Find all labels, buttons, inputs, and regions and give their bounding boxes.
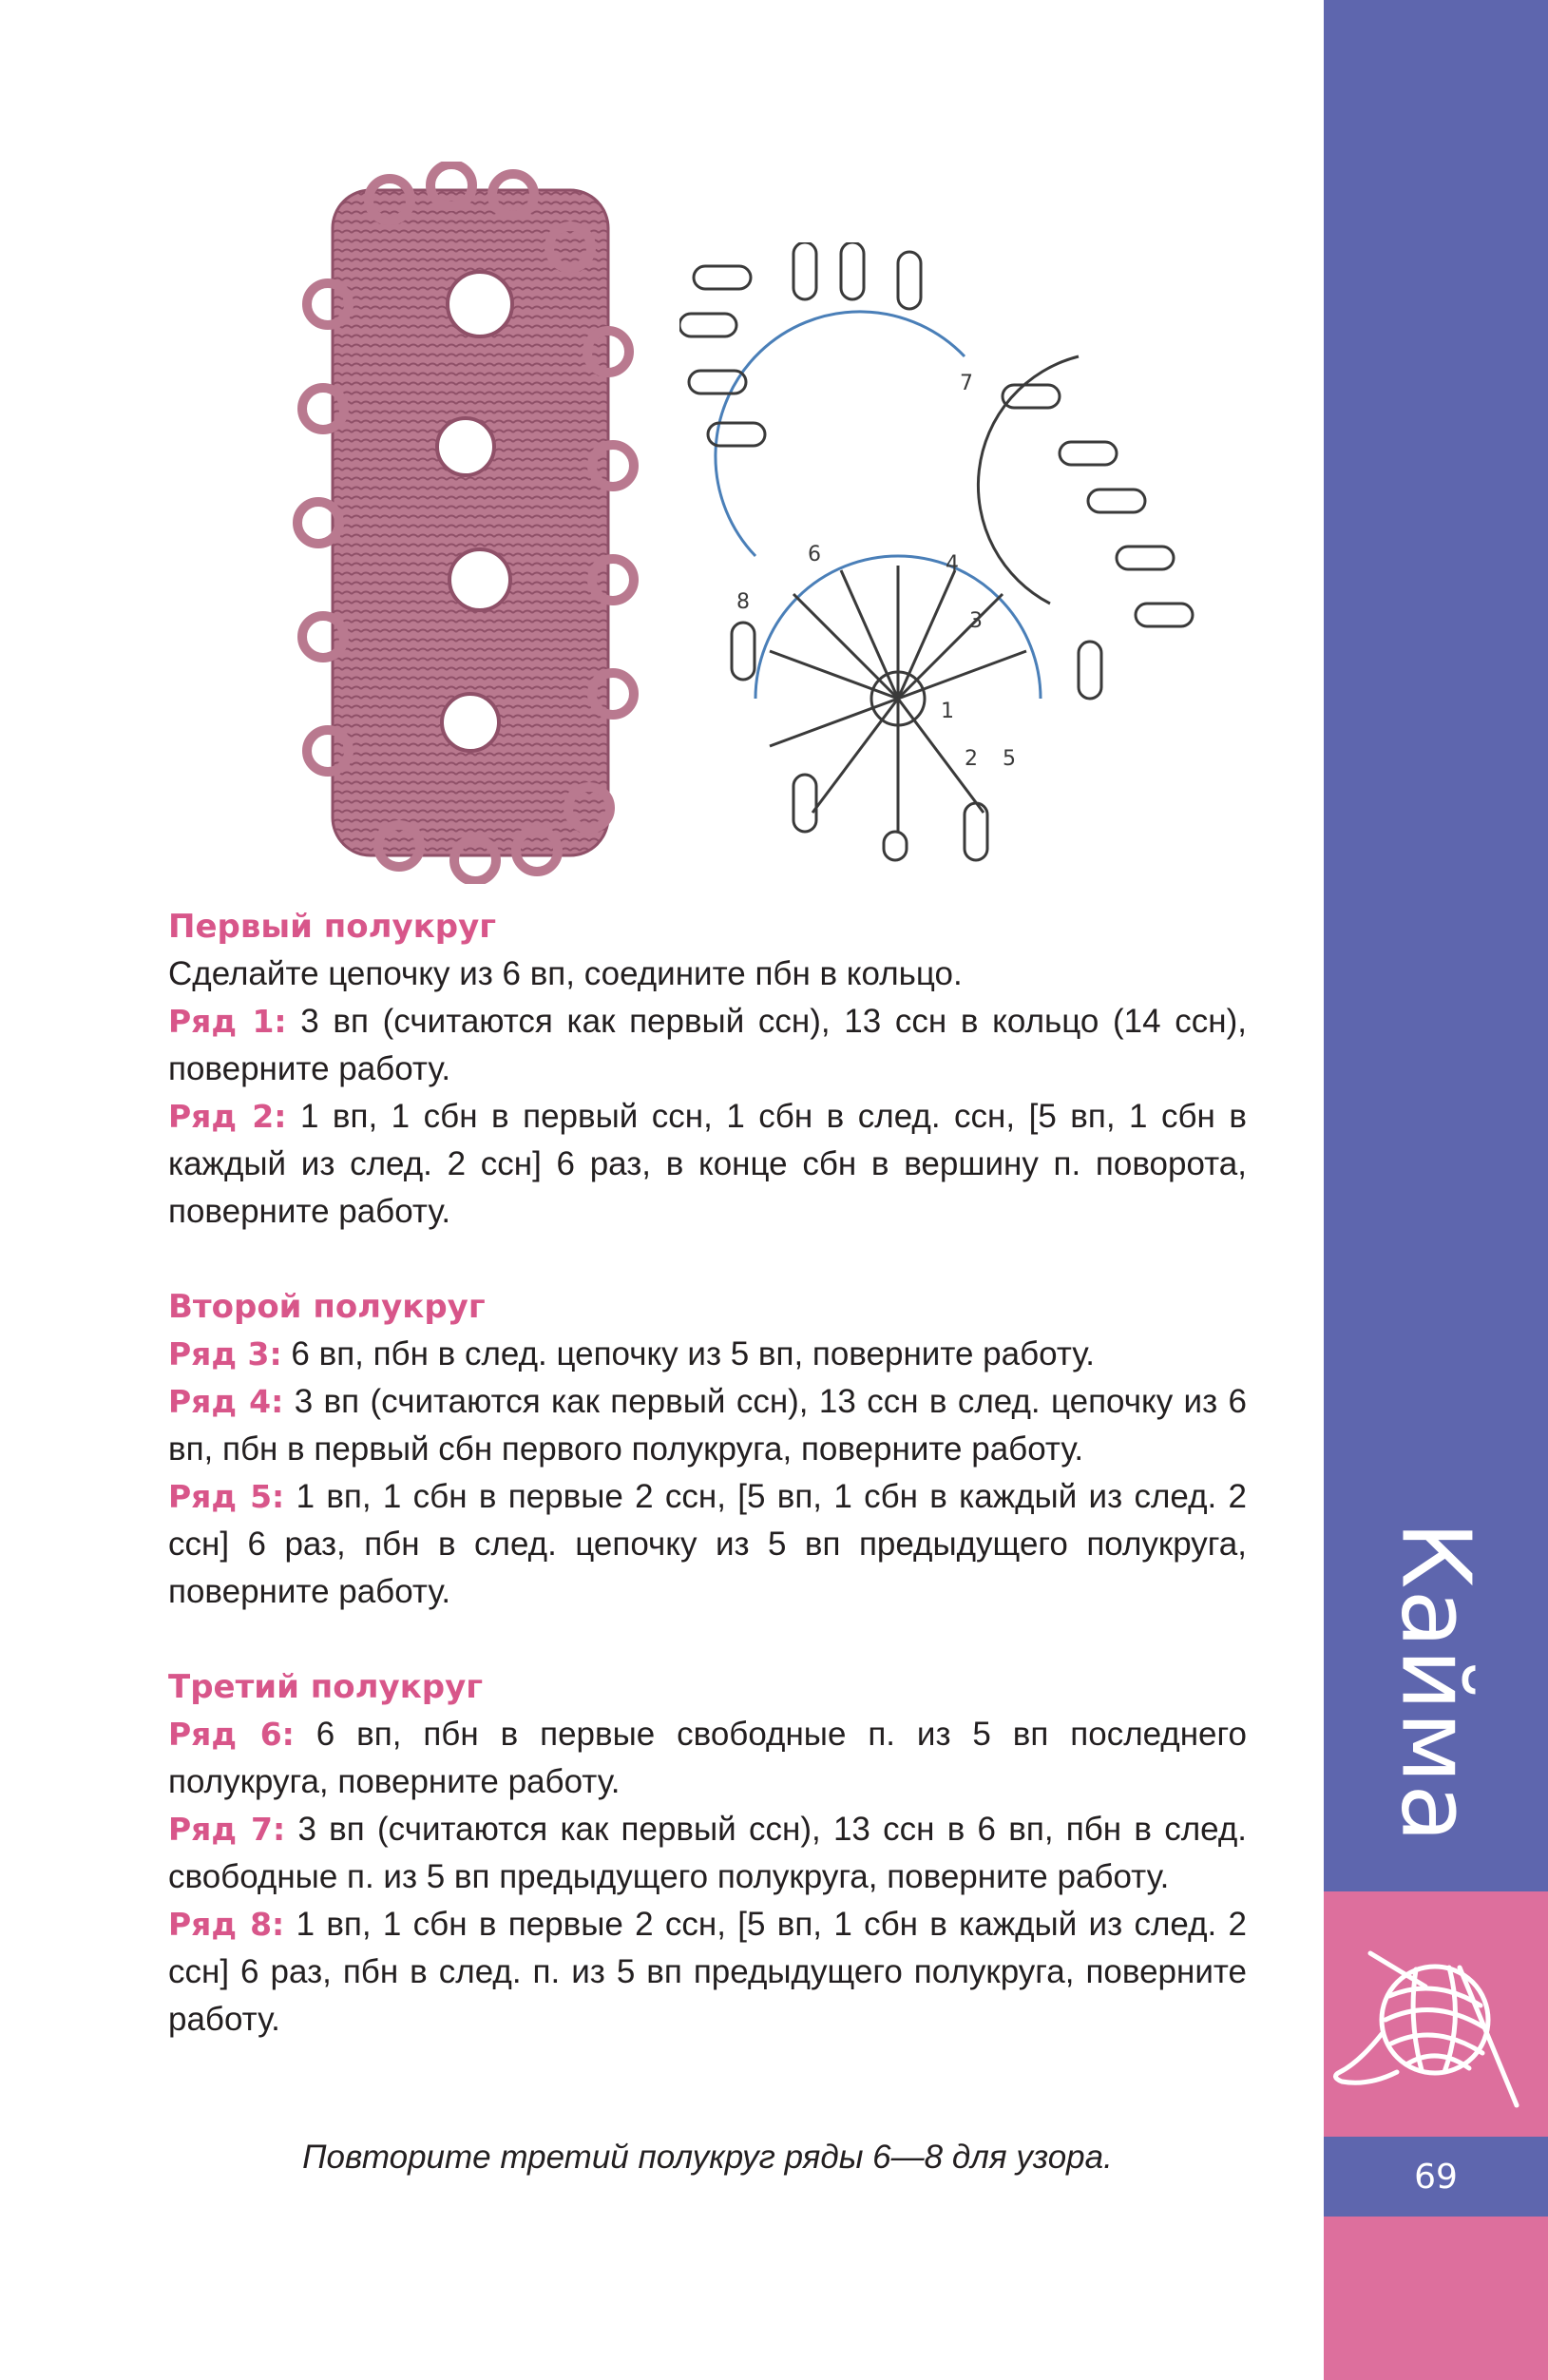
- row-label: Ряд 3:: [168, 1335, 282, 1372]
- row-2: [168, 1093, 1247, 1236]
- section-first-semicircle: [168, 903, 1247, 1236]
- row-text: 6 вп, пбн в первые свободные п. из 5 вп последнего полукруга, поверните работу.: [168, 1716, 1247, 1800]
- row-text: 6 вп, пбн в след. цепочку из 5 вп, поверните работу.: [281, 1335, 1095, 1372]
- sidebar-band-pink-bottom: [1324, 2217, 1548, 2380]
- row-text: 3 вп (считаются как первый ссн), 13 ссн в кольцо (14 ссн), поверните работу.: [168, 1003, 1247, 1087]
- page-number: 69: [1414, 2157, 1458, 2197]
- diagram-label-1: 1: [941, 700, 954, 723]
- instructions: [168, 903, 1247, 2044]
- row-text: 1 вп, 1 сбн в первый ссн, 1 сбн в след. ссн, [5 вп, 1 сбн в каждый из след. 2 ссн] 6 раз, в конце сбн в вершину п. поворота, поверните работу.: [168, 1098, 1247, 1230]
- row-label: Ряд 2:: [168, 1098, 287, 1135]
- row-1: [168, 998, 1247, 1093]
- row-5: [168, 1473, 1247, 1616]
- row-text: 3 вп (считаются как первый ссн), 13 ссн в след. цепочку из 6 вп, пбн в первый сбн первого полукруга, поверните работу.: [168, 1383, 1247, 1468]
- section-title: Кайма: [1380, 1521, 1492, 1844]
- row-text: 1 вп, 1 сбн в первые 2 ссн, [5 вп, 1 сбн в каждый из след. 2 ссн] 6 раз, пбн в след. цепочку из 5 вп предыдущего полукруга, поверните работу.: [168, 1478, 1247, 1610]
- row-label: Ряд 4:: [168, 1383, 284, 1420]
- row-label: Ряд 7:: [168, 1811, 286, 1848]
- row-4: [168, 1378, 1247, 1473]
- section-heading: Второй полукруг: [168, 1288, 486, 1326]
- section-intro: Сделайте цепочку из 6 вп, соедините пбн в кольцо.: [168, 955, 963, 992]
- diagram-label-3: 3: [969, 609, 983, 633]
- row-label: Ряд 1:: [168, 1003, 287, 1040]
- row-8: [168, 1901, 1247, 2044]
- footer-note: Повторите третий полукруг ряды 6—8 для узора.: [302, 2139, 1113, 2176]
- diagram-label-4: 4: [946, 552, 959, 576]
- yarn-ball-hook-icon: [1330, 1929, 1541, 2110]
- row-text: 3 вп (считаются как первый ссн), 13 ссн в 6 вп, пбн в след. свободные п. из 5 вп предыдущего полукруга, поверните работу.: [168, 1811, 1247, 1895]
- diagram-label-7: 7: [960, 372, 973, 395]
- row-3: [168, 1331, 1247, 1378]
- section-third-semicircle: [168, 1663, 1247, 2044]
- row-7: [168, 1806, 1247, 1901]
- crochet-border-photo: [285, 162, 656, 884]
- diagram-label-8: 8: [736, 590, 750, 614]
- diagram-label-6: 6: [808, 543, 821, 566]
- row-text: 1 вп, 1 сбн в первые 2 ссн, [5 вп, 1 сбн в каждый из след. 2 ссн] 6 раз, пбн в след. п. из 5 вп предыдущего полукруга, поверните работу.: [168, 1906, 1247, 2038]
- section-heading: Первый полукруг: [168, 908, 497, 946]
- section-heading: Третий полукруг: [168, 1668, 484, 1706]
- row-6: [168, 1711, 1247, 1806]
- row-label: Ряд 8:: [168, 1906, 285, 1943]
- row-label: Ряд 5:: [168, 1478, 285, 1515]
- crochet-stitch-diagram: [679, 242, 1226, 865]
- diagram-label-2: 2: [965, 747, 978, 771]
- row-label: Ряд 6:: [168, 1716, 295, 1753]
- diagram-label-5: 5: [1003, 747, 1016, 771]
- section-second-semicircle: [168, 1283, 1247, 1616]
